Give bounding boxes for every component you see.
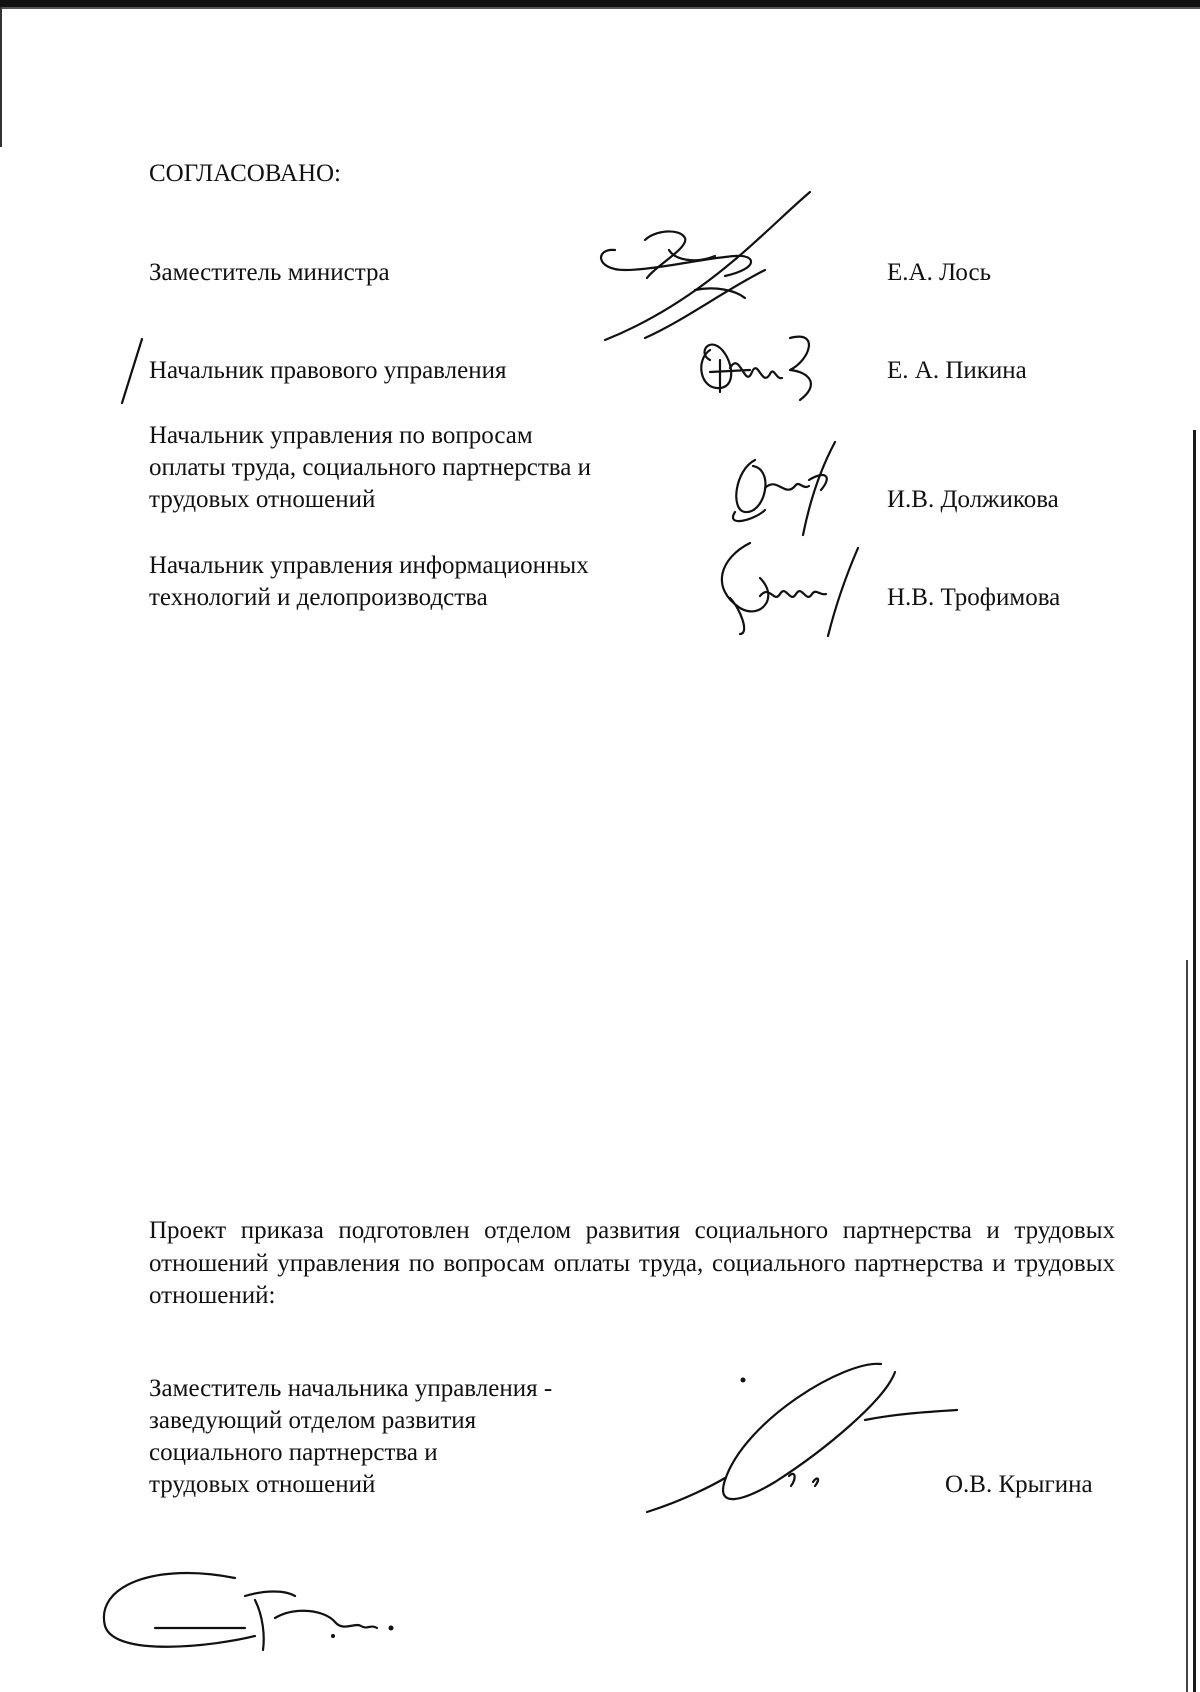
signature-dolzhikova bbox=[725, 440, 845, 540]
approver-name: И.В. Должикова bbox=[887, 486, 1059, 513]
project-note: Проект приказа подготовлен отделом развития социального партнерства и трудовых отношений управления по вопросам оплаты труда, социального партнерства и трудовых отношений: bbox=[149, 1217, 1115, 1309]
scan-border-right bbox=[1193, 430, 1196, 1692]
preparer-role-line: трудовых отношений bbox=[149, 1471, 376, 1498]
approver-role-line: Начальник управления по вопросам bbox=[149, 422, 533, 449]
signature-pikina bbox=[690, 330, 830, 405]
scan-border-top bbox=[0, 0, 1200, 7]
signature-los bbox=[585, 190, 815, 350]
approver-role: Начальник правового управления bbox=[149, 357, 507, 384]
margin-check-mark bbox=[118, 335, 148, 407]
signature-krygina bbox=[645, 1360, 965, 1520]
approver-name: Е. А. Пикина bbox=[887, 357, 1027, 384]
scan-border-top-shadow bbox=[0, 7, 1200, 9]
approver-role-line: технологий и делопроизводства bbox=[149, 584, 488, 611]
preparer-role-line: социального партнерства и bbox=[149, 1439, 438, 1466]
approver-role-line: Начальник управления информационных bbox=[149, 552, 589, 579]
approver-role: Заместитель министра bbox=[149, 259, 390, 286]
preparer-name: О.В. Крыгина bbox=[945, 1471, 1093, 1498]
approver-name: Е.А. Лось bbox=[887, 259, 992, 286]
signature-trofimova bbox=[710, 538, 860, 638]
approval-heading: СОГЛАСОВАНО: bbox=[149, 160, 342, 187]
approver-name: Н.В. Трофимова bbox=[887, 584, 1061, 611]
initials-signature bbox=[95, 1566, 415, 1666]
preparer-role-line: заведующий отделом развития bbox=[149, 1407, 477, 1434]
scan-border-right-inner bbox=[1186, 960, 1188, 1692]
preparer-role-line: Заместитель начальника управления - bbox=[149, 1375, 553, 1402]
approver-role-line: трудовых отношений bbox=[149, 486, 376, 513]
approver-role-line: оплаты труда, социального партнерства и bbox=[149, 454, 591, 481]
scan-border-left bbox=[0, 7, 2, 147]
